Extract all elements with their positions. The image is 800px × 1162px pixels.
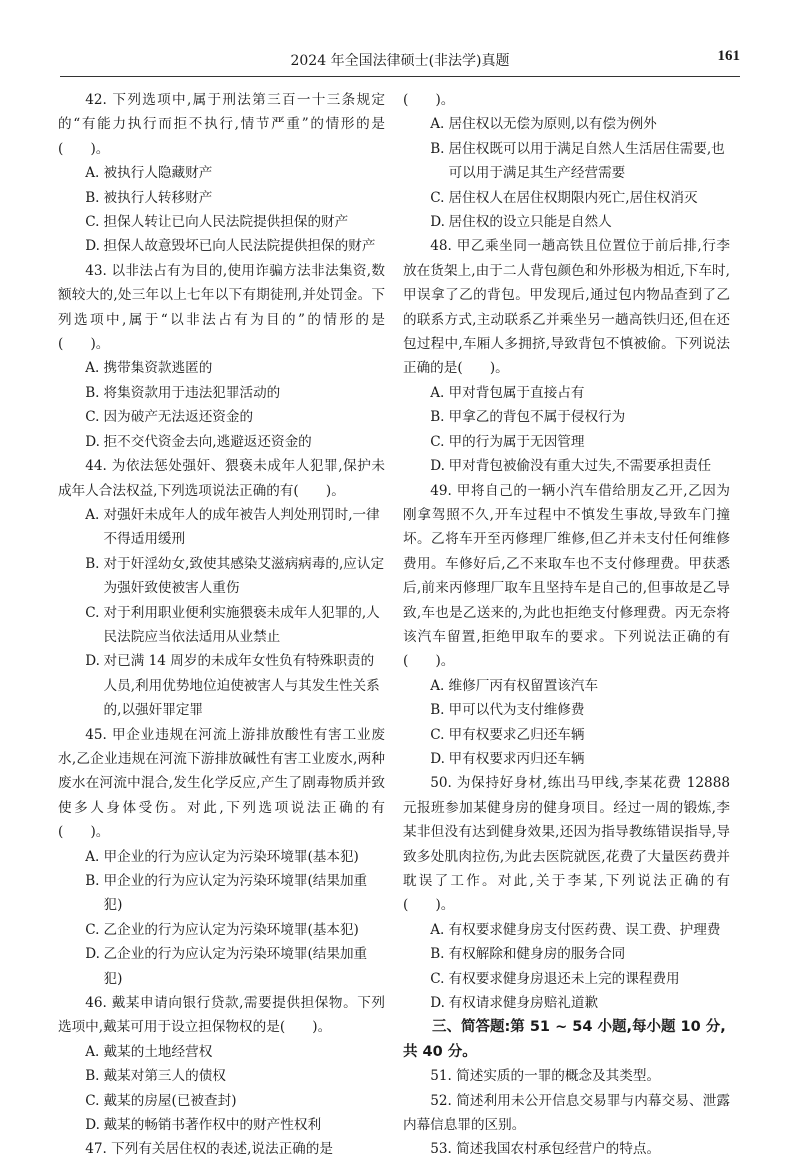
option-label: C. bbox=[85, 409, 100, 426]
option-label: B. bbox=[85, 873, 100, 889]
answer-option bbox=[403, 991, 730, 1015]
question-stem: 47. 下列有关居住权的表述,说法正确的是 bbox=[85, 1141, 333, 1158]
answer-option bbox=[58, 356, 385, 380]
option-label: A. bbox=[430, 384, 445, 401]
answer-option bbox=[58, 1064, 385, 1088]
option-label: D. bbox=[430, 995, 445, 1012]
answer-option bbox=[58, 918, 385, 942]
option-text: 有权要求健身房退还未上完的课程费用 bbox=[448, 970, 680, 987]
question-stem: 42. 下列选项中,属于刑法第三百一十三条规定的“有能力执行而拒不执行,情节严重”的情形的是( )。 bbox=[58, 92, 385, 157]
option-text: 戴某的土地经营权 bbox=[103, 1043, 213, 1060]
option-label: A. bbox=[85, 165, 100, 182]
left-column bbox=[58, 88, 385, 1162]
option-text: 有权解除和健身房的服务合同 bbox=[448, 946, 626, 963]
option-label: B. bbox=[430, 946, 445, 963]
option-text: 乙企业的行为应认定为污染环境罪(基本犯) bbox=[103, 921, 359, 938]
option-text: 将集资款用于违法犯罪活动的 bbox=[103, 384, 281, 401]
option-label: A. bbox=[85, 848, 100, 865]
answer-option bbox=[403, 698, 730, 722]
answer-option bbox=[403, 942, 730, 966]
answer-option bbox=[403, 454, 730, 478]
option-label: B. bbox=[430, 409, 445, 426]
option-label: C. bbox=[430, 726, 445, 743]
option-text: 戴某的畅销书著作权中的财产性权利 bbox=[103, 1117, 322, 1134]
option-text: 对已满 14 周岁的未成年女性负有特殊职责的人员,利用优势地位迫使被害人与其发生性关系的,以强奸罪定罪 bbox=[103, 653, 380, 719]
option-label: D. bbox=[85, 946, 100, 963]
option-text: 有权请求健身房赔礼道歉 bbox=[448, 995, 599, 1012]
option-text: 戴某对第三人的债权 bbox=[103, 1068, 226, 1085]
question-continuation: ( )。 bbox=[403, 92, 455, 108]
option-label: A. bbox=[430, 921, 445, 938]
answer-option bbox=[58, 869, 385, 918]
page-number: 161 bbox=[717, 48, 740, 64]
option-label: B. bbox=[85, 1068, 100, 1085]
option-text: 携带集资款逃匿的 bbox=[103, 360, 213, 377]
answer-option bbox=[403, 137, 730, 186]
option-text: 担保人转让已向人民法院提供担保的财产 bbox=[103, 214, 349, 231]
answer-option bbox=[58, 210, 385, 234]
option-label: C. bbox=[430, 970, 445, 987]
option-label: B. bbox=[85, 555, 100, 572]
option-label: A. bbox=[85, 360, 100, 377]
question-stem: 46. 戴某申请向银行贷款,需要提供担保物。下列选项中,戴某可用于设立担保物权的是( )。 bbox=[58, 995, 385, 1036]
page-header bbox=[60, 48, 740, 76]
option-text: 甲对背包属于直接占有 bbox=[448, 384, 585, 401]
question-stem: 44. 为依法惩处强奸、猥亵未成年人犯罪,保护未成年人合法权益,下列选项说法正确的有( )。 bbox=[58, 458, 385, 499]
page-title: 2024 年全国法律硕士(非法学)真题 bbox=[290, 53, 510, 69]
answer-option bbox=[403, 918, 730, 942]
option-text: 对强奸未成年人的成年被告人判处刑罚时,一律不得适用缓刑 bbox=[103, 506, 380, 548]
option-label: C. bbox=[85, 214, 100, 231]
option-label: B. bbox=[85, 384, 100, 401]
option-label: B. bbox=[430, 702, 445, 719]
question-stem: 50. 为保持好身材,练出马甲线,李某花费 12888 元报班参加某健身房的健身项目。经过一周的锻炼,李某非但没有达到健身效果,还因为指导教练错误指导,导致多处肌肉拉伤,为此去医院就医,花费了大量医药费并耽误了工作。对此,关于李某,下列说法正确的有( )。 bbox=[403, 775, 730, 914]
question-stem: 43. 以非法占有为目的,使用诈骗方法非法集资,数额较大的,处三年以上七年以下有期徒刑,并处罚金。下列选项中,属于“以非法占有为目的”的情形的是( )。 bbox=[58, 262, 385, 353]
question-stem: 48. 甲乙乘坐同一趟高铁且位置位于前后排,行李放在货架上,由于二人背包颜色和外形极为相近,下车时,甲误拿了乙的背包。甲发现后,通过包内物品查到了乙的联系方式,主动联系乙并乘坐另一趟高铁归还,但在还包过程中,车厢人多拥挤,导致背包不慎被偷。下列说法正确的是( )。 bbox=[403, 238, 730, 377]
answer-option bbox=[403, 112, 730, 136]
option-text: 对于奸淫幼女,致使其感染艾滋病病毒的,应认定为强奸致使被害人重伤 bbox=[103, 555, 385, 597]
option-text: 被执行人转移财产 bbox=[103, 189, 213, 206]
option-label: C. bbox=[430, 189, 445, 206]
option-text: 因为破产无法返还资金的 bbox=[103, 409, 254, 426]
option-label: C. bbox=[85, 921, 100, 938]
option-label: D. bbox=[85, 433, 100, 450]
answer-option bbox=[58, 234, 385, 258]
option-label: D. bbox=[430, 458, 445, 475]
option-text: 被执行人隐藏财产 bbox=[103, 165, 213, 182]
answer-option bbox=[58, 503, 385, 552]
section-heading: 三、简答题:第 51 ~ 54 小题,每小题 10 分,共 40 分。 bbox=[403, 1019, 726, 1060]
option-label: D. bbox=[85, 238, 100, 255]
answer-option bbox=[403, 967, 730, 991]
option-text: 对于利用职业便利实施猥亵未成年人犯罪的,人民法院应当依法适用从业禁止 bbox=[103, 604, 380, 645]
option-text: 甲的行为属于无因管理 bbox=[448, 433, 585, 450]
question-stem: 49. 甲将自己的一辆小汽车借给朋友乙开,乙因为刚拿驾照不久,开车过程中不慎发生事故,导致车门撞坏。乙将车开至丙修理厂维修,但乙并未支付任何维修费用。车修好后,乙不来取车也不支付修理费。甲获悉后,前来丙修理厂取车且坚持车是自己的,但事故是乙导致,车也是乙送来的,为此也拒绝支付修理费。丙无奈将该汽车留置,拒绝甲取车的要求。下列说法正确的有( )。 bbox=[403, 482, 730, 670]
option-text: 担保人故意毁坏已向人民法院提供担保的财产 bbox=[103, 238, 376, 255]
answer-option bbox=[403, 430, 730, 454]
answer-option bbox=[403, 405, 730, 429]
answer-option bbox=[58, 1040, 385, 1064]
answer-option bbox=[58, 845, 385, 869]
question-stem: 52. 简述利用未公开信息交易罪与内幕交易、泄露内幕信息罪的区别。 bbox=[403, 1092, 730, 1134]
option-label: A. bbox=[85, 1043, 100, 1060]
option-text: 甲可以代为支付维修费 bbox=[448, 702, 585, 719]
option-text: 甲有权要求丙归还车辆 bbox=[448, 750, 585, 767]
option-text: 甲有权要求乙归还车辆 bbox=[448, 726, 585, 743]
answer-option bbox=[58, 1113, 385, 1137]
header-rule bbox=[60, 76, 740, 77]
option-label: C. bbox=[85, 604, 100, 621]
answer-option bbox=[403, 186, 730, 210]
option-label: B. bbox=[430, 140, 445, 157]
option-text: 甲企业的行为应认定为污染环境罪(基本犯) bbox=[103, 848, 359, 865]
answer-option bbox=[403, 723, 730, 747]
answer-option bbox=[58, 430, 385, 454]
answer-option bbox=[58, 186, 385, 210]
option-text: 居住权以无偿为原则,以有偿为例外 bbox=[448, 116, 657, 133]
option-text: 维修厂丙有权留置该汽车 bbox=[448, 677, 599, 694]
option-label: C. bbox=[85, 1092, 100, 1109]
option-label: D. bbox=[85, 1117, 100, 1134]
option-label: B. bbox=[85, 189, 100, 206]
answer-option bbox=[58, 649, 385, 722]
answer-option bbox=[58, 601, 385, 650]
option-text: 居住权的设立只能是自然人 bbox=[448, 214, 612, 231]
option-label: C. bbox=[430, 433, 445, 450]
option-label: D. bbox=[430, 214, 445, 231]
option-label: D. bbox=[85, 653, 100, 670]
question-stem: 53. 简述我国农村承包经营户的特点。 bbox=[430, 1141, 661, 1158]
answer-option bbox=[403, 674, 730, 698]
answer-option bbox=[58, 161, 385, 185]
question-stem: 45. 甲企业违规在河流上游排放酸性有害工业废水,乙企业违规在河流下游排放碱性有害工业废水,两种废水在河流中混合,发生化学反应,产生了剧毒物质并致使多人身体受伤。对此,下列选项说法正确的有( )。 bbox=[58, 726, 385, 841]
option-text: 甲对背包被偷没有重大过失,不需要承担责任 bbox=[448, 458, 712, 475]
option-text: 拒不交代资金去向,逃避返还资金的 bbox=[103, 433, 312, 450]
answer-option bbox=[58, 405, 385, 429]
answer-option bbox=[403, 381, 730, 405]
option-text: 居住权既可以用于满足自然人生活居住需要,也可以用于满足其生产经营需要 bbox=[448, 140, 725, 182]
option-label: A. bbox=[430, 116, 445, 133]
right-column bbox=[403, 88, 730, 1162]
answer-option bbox=[403, 747, 730, 771]
answer-option bbox=[58, 552, 385, 601]
question-stem: 51. 简述实质的一罪的概念及其类型。 bbox=[430, 1068, 661, 1085]
option-label: A. bbox=[85, 506, 100, 523]
answer-option bbox=[58, 1089, 385, 1113]
answer-option bbox=[58, 942, 385, 991]
option-text: 戴某的房屋(已被查封) bbox=[103, 1092, 237, 1109]
option-text: 居住权人在居住权期限内死亡,居住权消灭 bbox=[448, 189, 698, 206]
option-text: 甲拿乙的背包不属于侵权行为 bbox=[448, 409, 626, 426]
answer-option bbox=[58, 381, 385, 405]
option-text: 有权要求健身房支付医药费、误工费、护理费 bbox=[448, 921, 721, 938]
option-label: A. bbox=[430, 677, 445, 694]
option-label: D. bbox=[430, 750, 445, 767]
option-text: 甲企业的行为应认定为污染环境罪(结果加重犯) bbox=[103, 873, 368, 914]
answer-option bbox=[403, 210, 730, 234]
option-text: 乙企业的行为应认定为污染环境罪(结果加重犯) bbox=[103, 946, 368, 987]
